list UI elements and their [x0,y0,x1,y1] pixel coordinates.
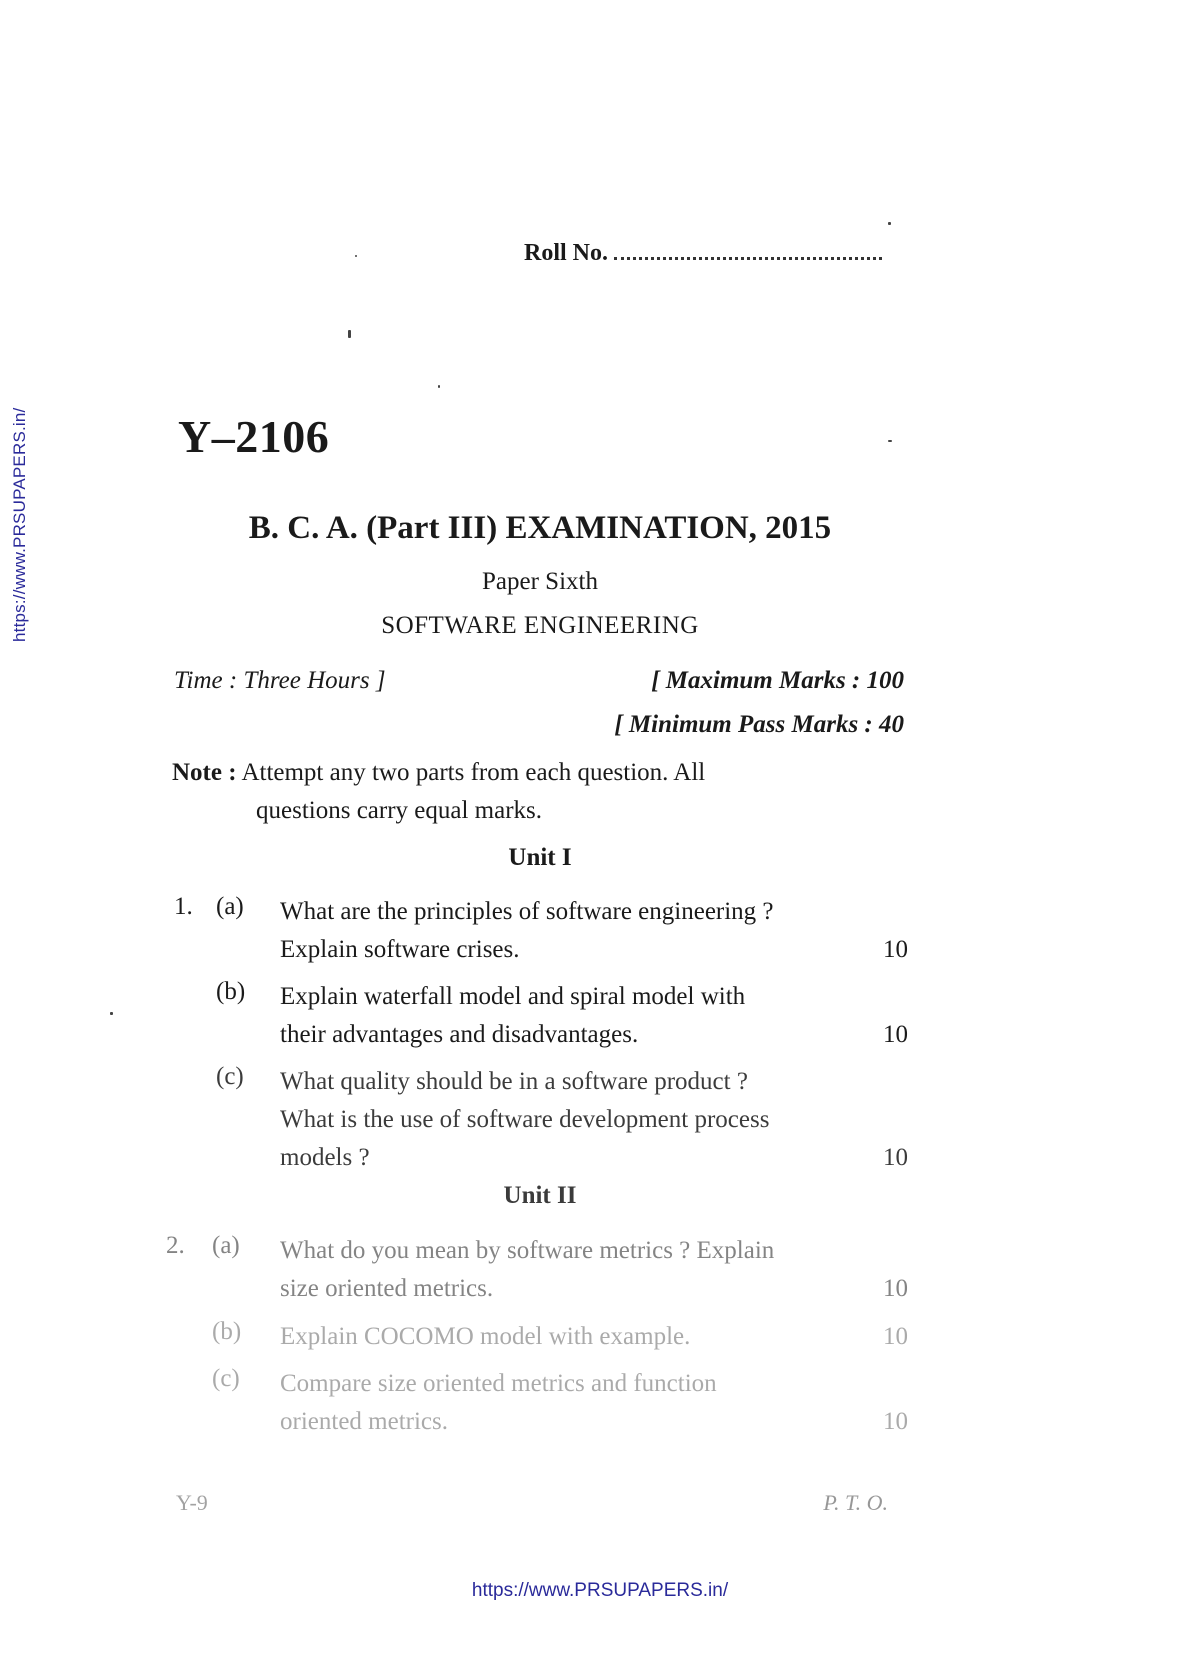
subject-title: SOFTWARE ENGINEERING [381,612,699,639]
paper-number: Paper Sixth [482,568,598,595]
scan-speck [888,440,892,442]
q1-part-c-line: What quality should be in a software product ? [280,1068,748,1095]
q2-part-a-text [280,1232,908,1308]
bottom-watermark-url: https://www.PRSUPAPERS.in/ [471,1580,729,1601]
note-line-2: questions carry equal marks. [256,797,543,824]
note-line-1: Attempt any two parts from each question. All [241,759,706,786]
footer-pto: P. T. O. [823,1490,888,1515]
roll-number-field [524,240,882,267]
q2-part-c-text [280,1365,908,1441]
scan-speck [888,222,891,225]
q2-part-b-text [280,1318,908,1356]
side-watermark-url: https://www.PRSUPAPERS.in/ [10,407,29,642]
q1-part-c-last-line: models ? [280,1144,370,1171]
question-2-number: 2. [166,1232,185,1259]
q1-part-b-last-line: their advantages and disadvantages. [280,1021,639,1048]
q1-part-b-marks: 10 [883,1021,908,1048]
maximum-marks: [ Maximum Marks : 100 [651,667,904,694]
scan-speck [110,1012,113,1015]
q1-part-c-label: (c) [216,1063,244,1090]
q2-part-c-line: Compare size oriented metrics and function [280,1370,717,1397]
q1-part-a-text [280,893,908,969]
q1-part-b-text [280,978,908,1054]
q2-part-c-label: (c) [212,1365,240,1392]
roll-number-blank [614,257,882,260]
q1-part-b-line: Explain waterfall model and spiral model with [280,983,746,1010]
unit-2-heading: Unit II [503,1182,577,1209]
exam-title: B. C. A. (Part III) EXAMINATION, 2015 [248,510,832,546]
paper-code: Y–2106 [178,411,330,462]
q1-part-c-line: What is the use of software development process [280,1106,770,1133]
q1-part-a-marks: 10 [883,936,908,963]
q1-part-a-last-line: Explain software crises. [280,936,520,963]
scan-speck [355,255,357,257]
roll-number-label: Roll No. [524,240,608,266]
time-allowed: Time : Three Hours ] [174,667,386,694]
footer-page-code: Y-9 [176,1490,208,1515]
question-1-number: 1. [174,893,193,920]
q1-part-a-line: What are the principles of software engineering ? [280,898,774,925]
q2-part-a-marks: 10 [883,1275,908,1302]
instructions-note [172,754,908,830]
q2-part-c-marks: 10 [883,1408,908,1435]
q2-part-a-last-line: size oriented metrics. [280,1275,494,1302]
q2-part-a-line: What do you mean by software metrics ? Explain [280,1237,775,1264]
q1-part-c-text [280,1063,908,1177]
q2-part-b-marks: 10 [883,1323,908,1350]
q1-part-b-label: (b) [216,978,246,1005]
unit-1-heading: Unit I [508,844,572,871]
note-label: Note : [172,759,237,786]
q2-part-c-last-line: oriented metrics. [280,1408,448,1435]
q2-part-b-last-line: Explain COCOMO model with example. [280,1323,691,1350]
q2-part-a-label: (a) [212,1232,240,1259]
scan-speck [438,385,440,388]
q2-part-b-label: (b) [212,1318,242,1345]
q1-part-c-marks: 10 [883,1144,908,1171]
scan-speck [348,330,351,338]
minimum-pass-marks: [ Minimum Pass Marks : 40 [614,711,904,738]
q1-part-a-label: (a) [216,893,244,920]
